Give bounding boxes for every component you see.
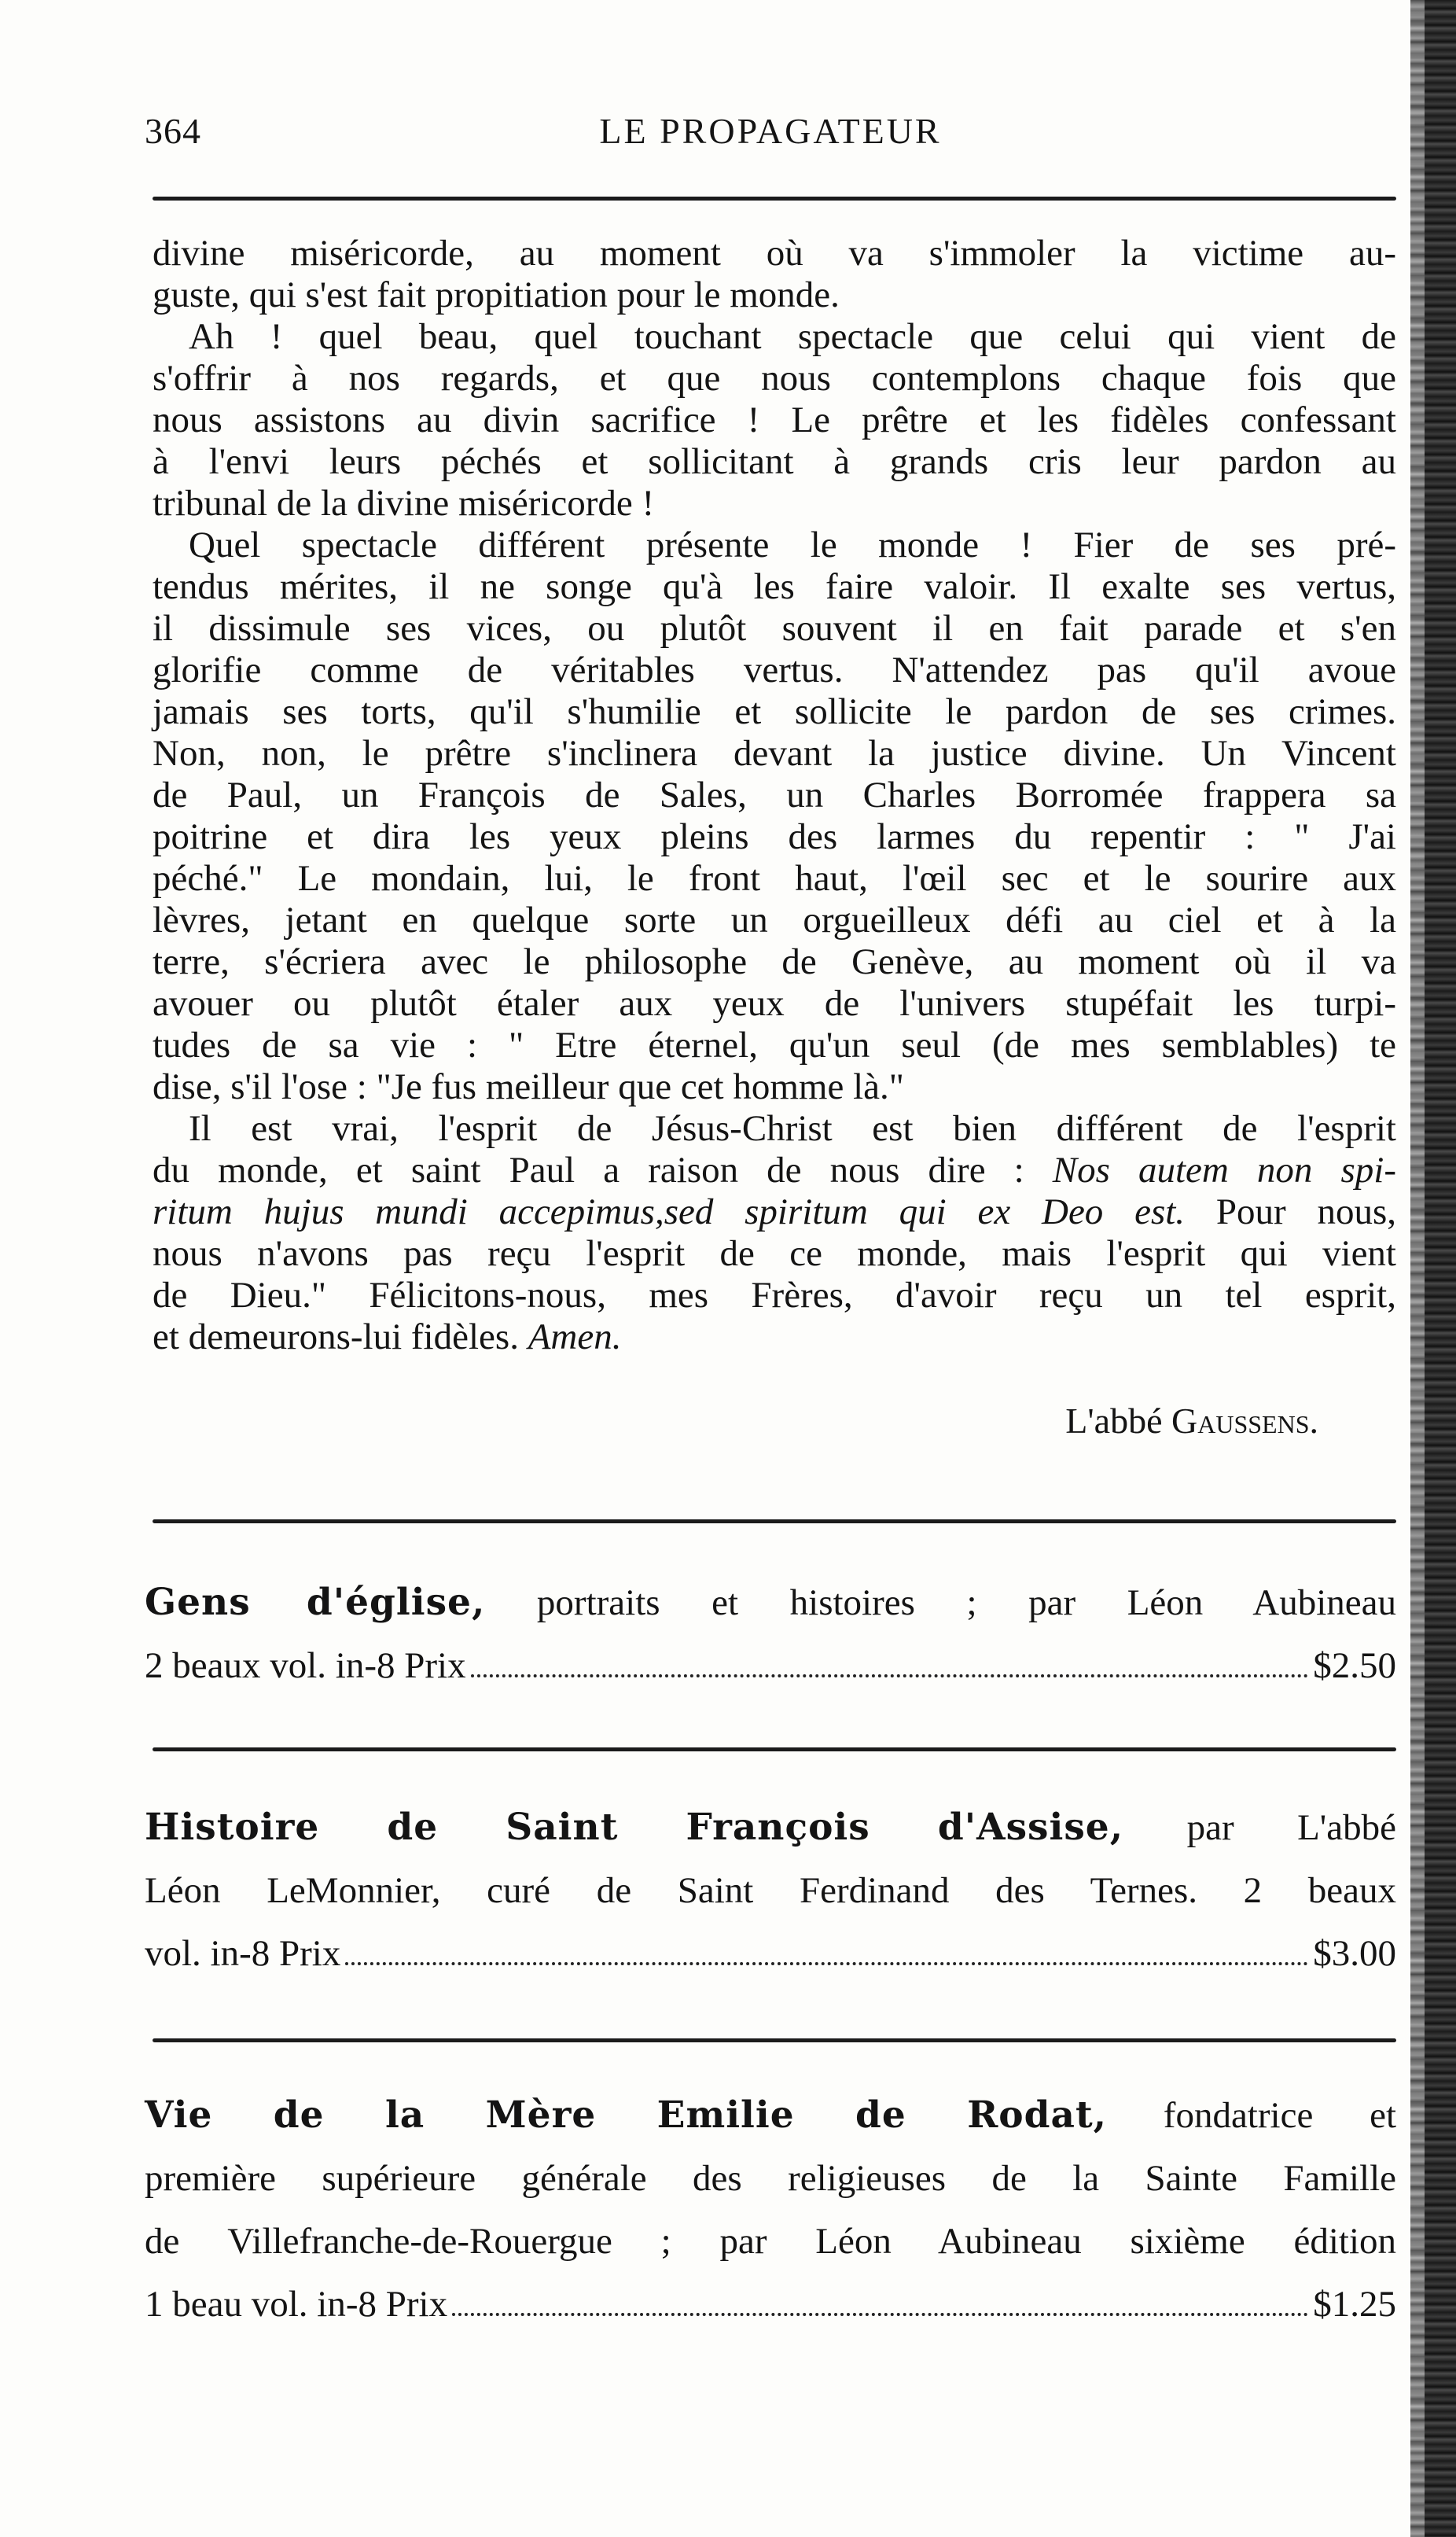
text-line: s'offrir à nos regards, et que nous contemplons chaque fois que bbox=[153, 358, 1396, 399]
text-line: nous assistons au divin sacrifice ! Le prêtre et les fidèles confessant bbox=[153, 400, 1396, 440]
page-number: 364 bbox=[145, 111, 201, 151]
text-line: Non, non, le prêtre s'inclinera devant la justice divine. Un Vincent bbox=[153, 733, 1396, 774]
text-line: péché." Le mondain, lui, le front haut, l'œil sec et le sourire aux bbox=[153, 858, 1396, 899]
book-title: Histoire de Saint François d'Assise, bbox=[145, 1806, 1124, 1849]
dot-leader bbox=[452, 2313, 1308, 2316]
text-fragment: Pour nous, bbox=[1215, 1191, 1396, 1232]
book-price: $2.50 bbox=[1313, 1645, 1396, 1686]
book-title: Gens d'église, bbox=[145, 1581, 486, 1624]
text-fragment: et demeurons-lui fidèles. bbox=[153, 1316, 519, 1357]
book-advert bbox=[145, 2084, 1396, 2336]
advert-text-line: première supérieure générale des religieuses de la Sainte Famille bbox=[145, 2158, 1396, 2199]
text-line: jamais ses torts, qu'il s'humilie et sollicite le pardon de ses crimes. bbox=[153, 691, 1396, 732]
price-row bbox=[145, 1922, 1396, 1985]
text-line: nous n'avons pas reçu l'esprit de ce monde, mais l'esprit qui vient bbox=[153, 1233, 1396, 1274]
text-line: avouer ou plutôt étaler aux yeux de l'univers stupéfait les turpi- bbox=[153, 983, 1396, 1024]
advert-heading-line bbox=[145, 1796, 1396, 1859]
advert-text-line: Léon LeMonnier, curé de Saint Ferdinand des Ternes. 2 beaux bbox=[145, 1870, 1396, 1911]
text-line bbox=[153, 1191, 1396, 1233]
text-line: divine miséricorde, au moment où va s'immoler la victime au- bbox=[153, 233, 1396, 274]
running-title: LE PROPAGATEUR bbox=[599, 111, 942, 151]
author-signature bbox=[1065, 1400, 1318, 1442]
book-description: portraits et histoires ; par Léon Aubineau bbox=[536, 1582, 1396, 1623]
text-line: poitrine et dira les yeux pleins des larmes du repentir : " J'ai bbox=[153, 816, 1396, 857]
text-line: Quel spectacle différent présente le monde ! Fier de ses pré- bbox=[189, 525, 1396, 565]
price-label: 2 beaux vol. in-8 Prix bbox=[145, 1645, 466, 1686]
text-line: il dissimule ses vices, ou plutôt souvent il en fait parade et s'en bbox=[153, 608, 1396, 649]
text-fragment: du monde, et saint Paul a raison de nous dire : bbox=[153, 1150, 1024, 1191]
header-rule bbox=[153, 197, 1396, 201]
book-advert bbox=[145, 1796, 1396, 1985]
advert-text-line: de Villefranche-de-Rouergue ; par Léon Aubineau sixième édition bbox=[145, 2221, 1396, 2262]
signature-name: Gaussens. bbox=[1171, 1401, 1318, 1441]
text-line: de Dieu." Félicitons-nous, mes Frères, d'avoir reçu un tel esprit, bbox=[153, 1275, 1396, 1316]
book-description: par L'abbé bbox=[1186, 1807, 1396, 1848]
text-line: lèvres, jetant en quelque sorte un orgueilleux défi au ciel et à la bbox=[153, 900, 1396, 941]
book-price: $3.00 bbox=[1313, 1933, 1396, 1974]
text-line: Ah ! quel beau, quel touchant spectacle que celui qui vient de bbox=[189, 316, 1396, 357]
price-label: vol. in-8 Prix bbox=[145, 1933, 341, 1974]
page-edge-highlight bbox=[1410, 0, 1425, 2537]
section-rule bbox=[153, 1519, 1396, 1523]
dot-leader bbox=[471, 1674, 1309, 1677]
text-line: tendus mérites, il ne songe qu'à les faire valoir. Il exalte ses vertus, bbox=[153, 566, 1396, 607]
price-row bbox=[145, 1634, 1396, 1697]
book-description: fondatrice et bbox=[1163, 2095, 1396, 2136]
page-header bbox=[145, 110, 1396, 157]
price-row bbox=[145, 2273, 1396, 2336]
book-advert bbox=[145, 1571, 1396, 1697]
text-line: dise, s'il l'ose : "Je fus meilleur que cet homme là." bbox=[153, 1066, 904, 1107]
dot-leader bbox=[345, 1962, 1308, 1965]
book-title: Vie de la Mère Emilie de Rodat, bbox=[145, 2093, 1108, 2137]
text-line bbox=[153, 1150, 1396, 1191]
text-line: de Paul, un François de Sales, un Charles Borromée frappera sa bbox=[153, 775, 1396, 816]
text-line: tribunal de la divine miséricorde ! bbox=[153, 483, 655, 524]
price-label: 1 beau vol. in-8 Prix bbox=[145, 2284, 448, 2325]
advert-heading-line bbox=[145, 2084, 1396, 2147]
text-line: terre, s'écriera avec le philosophe de Genève, au moment où il va bbox=[153, 941, 1396, 982]
amen: Amen. bbox=[528, 1316, 622, 1357]
text-line: tudes de sa vie : " Etre éternel, qu'un seul (de mes semblables) te bbox=[153, 1025, 1396, 1066]
latin-quote-end: ritum hujus mundi accepimus,sed spiritum qui ex Deo est. bbox=[153, 1191, 1186, 1232]
sermon-text bbox=[153, 233, 1396, 1358]
text-line: Il est vrai, l'esprit de Jésus-Christ est bien différent de l'esprit bbox=[189, 1108, 1396, 1149]
book-price: $1.25 bbox=[1313, 2284, 1396, 2325]
text-line: à l'envi leurs péchés et sollicitant à grands cris leur pardon au bbox=[153, 441, 1396, 482]
latin-quote-start: Nos autem non spi- bbox=[1052, 1150, 1396, 1191]
signature-prefix: L'abbé bbox=[1065, 1401, 1163, 1441]
section-rule bbox=[153, 1747, 1396, 1751]
section-rule bbox=[153, 2038, 1396, 2042]
text-line bbox=[153, 1316, 1396, 1358]
text-line: guste, qui s'est fait propitiation pour le monde. bbox=[153, 274, 840, 315]
text-line: glorifie comme de véritables vertus. N'attendez pas qu'il avoue bbox=[153, 650, 1396, 690]
advert-heading-line bbox=[145, 1571, 1396, 1634]
